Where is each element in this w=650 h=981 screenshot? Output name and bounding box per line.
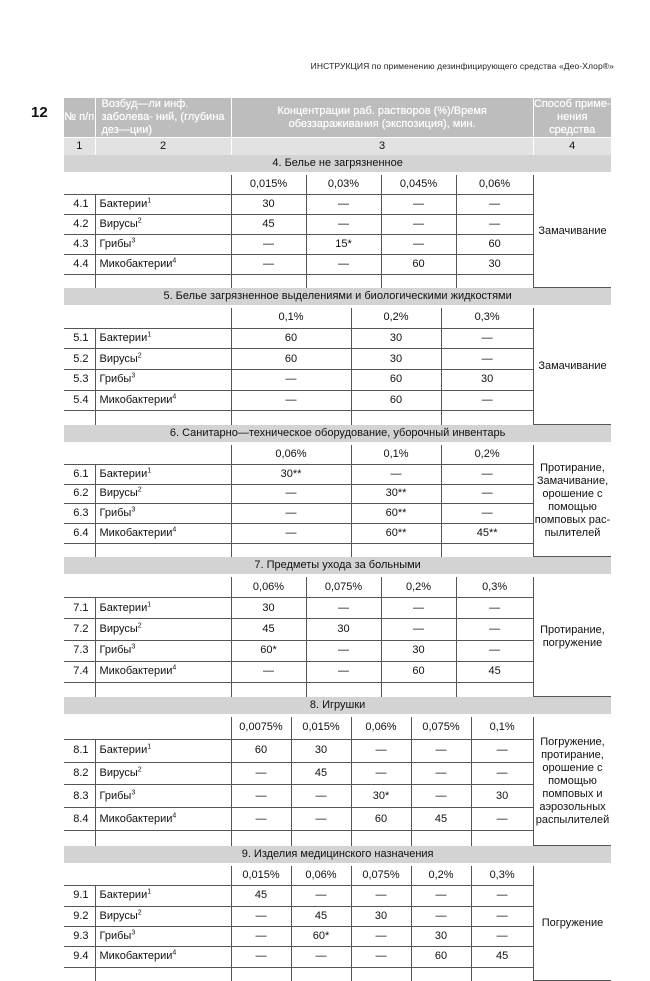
agent-label: Микобактерии (99, 257, 173, 270)
exposure-value: 30 (351, 906, 411, 926)
agent-name (95, 947, 231, 967)
row-number: 4.4 (64, 254, 95, 274)
exposure-value: — (456, 640, 533, 661)
exposure-value: 60 (411, 947, 471, 967)
agent-name (95, 661, 231, 682)
exposure-value: 60 (456, 234, 533, 254)
exposure-value: — (231, 906, 291, 926)
agent-label: Микобактерии (99, 812, 173, 825)
exposure-value: — (471, 926, 533, 946)
table-row (64, 739, 611, 762)
agent-footnote-mark: 4 (172, 811, 177, 819)
section-title-row (64, 846, 611, 864)
row-number: 6.1 (64, 464, 95, 484)
method-cell: Протирание, погружение (533, 577, 611, 697)
row-number: 9.3 (64, 926, 95, 946)
concentration-row (64, 717, 611, 739)
row-number: 6.4 (64, 524, 95, 544)
row-number: 9.1 (64, 886, 95, 906)
exposure-value: — (231, 661, 306, 682)
exposure-value: 60 (231, 739, 291, 762)
exposure-value: — (441, 464, 533, 484)
exposure-value: 45 (291, 906, 351, 926)
exposure-value: — (231, 234, 306, 254)
table-row (64, 214, 611, 234)
section-title: 9. Изделия медицинского назначения (64, 846, 611, 864)
concentration-label: 0,015% (231, 866, 291, 886)
table-row (64, 234, 611, 254)
agent-footnote-mark: 4 (172, 949, 177, 957)
agent-name (95, 214, 231, 234)
exposure-value: 45 (231, 619, 306, 640)
exposure-value: 45** (441, 524, 533, 544)
concentration-label: 0,2% (351, 308, 441, 328)
exposure-value: 30 (456, 254, 533, 274)
row-number: 7.2 (64, 619, 95, 640)
exposure-value: — (291, 785, 351, 808)
method-cell: Погружение (533, 866, 611, 981)
running-title: ИНСТРУКЦИЯ по применению дезинфицирующего средства «Део-Хлор®» (310, 61, 614, 71)
concentration-label: 0,045% (381, 175, 456, 194)
exposure-value: — (411, 906, 471, 926)
table-row (64, 254, 611, 274)
agent-label: Вирусы (99, 352, 138, 365)
exposure-value: 30 (381, 640, 456, 661)
exposure-value: — (231, 808, 291, 831)
exposure-value: 45 (231, 214, 306, 234)
agent-footnote-mark: 2 (137, 622, 142, 630)
exposure-value: — (381, 194, 456, 214)
exposure-value: 60* (231, 640, 306, 661)
exposure-value: — (381, 619, 456, 640)
section-blank-row (64, 543, 611, 556)
agent-footnote-mark: 1 (147, 743, 152, 751)
num-cell (64, 717, 95, 739)
agent-footnote-mark: 4 (172, 257, 177, 265)
agent-name (95, 739, 231, 762)
table-row (64, 504, 611, 524)
section-title: 7. Предметы ухода за больными (64, 557, 611, 575)
agent-cell (95, 717, 231, 739)
row-number: 5.4 (64, 390, 95, 411)
agent-footnote-mark: 1 (147, 331, 152, 339)
exposure-value: 45 (231, 886, 291, 906)
exposure-value: 60 (351, 369, 441, 390)
exposure-value: — (411, 886, 471, 906)
section-blank-row (64, 967, 611, 980)
concentration-label: 0,0075% (231, 717, 291, 739)
column-number: 4 (533, 138, 611, 156)
concentration-label: 0,2% (411, 866, 471, 886)
agent-name (95, 926, 231, 946)
agent-footnote-mark: 1 (147, 601, 152, 609)
method-cell: Протирание, Замачивание, орошение с помощью помповых рас- пылителей (533, 445, 611, 557)
agent-name (95, 328, 231, 349)
agent-name (95, 619, 231, 640)
agent-label: Вирусы (99, 909, 138, 922)
exposure-value: 60* (291, 926, 351, 946)
exposure-value: — (231, 524, 351, 544)
exposure-value: — (231, 785, 291, 808)
concentration-row (64, 175, 611, 194)
agent-footnote-mark: 4 (172, 664, 177, 672)
table-row (64, 661, 611, 682)
agent-footnote-mark: 3 (131, 789, 136, 797)
agent-name (95, 369, 231, 390)
concentration-row (64, 866, 611, 886)
exposure-value: — (306, 661, 381, 682)
row-number: 5.3 (64, 369, 95, 390)
section-title: 4. Белье не загрязненное (64, 155, 611, 172)
concentration-row (64, 577, 611, 598)
agent-name (95, 254, 231, 274)
page-number: 12 (31, 104, 48, 121)
exposure-value: — (441, 349, 533, 370)
concentration-label: 0,075% (306, 577, 381, 598)
agent-label: Вирусы (99, 766, 138, 779)
concentration-label: 0,1% (231, 308, 351, 328)
exposure-value: — (411, 739, 471, 762)
agent-footnote-mark: 2 (137, 217, 142, 225)
exposure-value: — (381, 214, 456, 234)
agent-footnote-mark: 2 (137, 766, 142, 774)
agent-name (95, 390, 231, 411)
exposure-value: 60 (381, 661, 456, 682)
exposure-value: 45 (456, 661, 533, 682)
section-title-row (64, 557, 611, 575)
exposure-value: — (231, 762, 291, 785)
agent-label: Микобактерии (99, 665, 173, 678)
exposure-value: — (291, 808, 351, 831)
exposure-value: — (231, 390, 351, 411)
table-row (64, 598, 611, 619)
agent-cell (95, 308, 231, 328)
table-row (64, 619, 611, 640)
exposure-value: — (306, 254, 381, 274)
exposure-value: — (456, 619, 533, 640)
exposure-value: 30 (411, 926, 471, 946)
agent-label: Бактерии (99, 331, 148, 344)
exposure-value: 45 (411, 808, 471, 831)
section-title-row (64, 288, 611, 306)
agent-footnote-mark: 3 (131, 372, 136, 380)
agent-name (95, 886, 231, 906)
column-header-num: № п/п (64, 98, 95, 138)
agent-label: Грибы (99, 373, 132, 386)
exposure-value: 15* (306, 234, 381, 254)
concentration-label: 0,075% (351, 866, 411, 886)
column-number: 1 (64, 138, 95, 156)
agent-label: Грибы (99, 644, 132, 657)
exposure-value: 30 (291, 739, 351, 762)
exposure-value: 30 (471, 785, 533, 808)
exposure-value: 60 (381, 254, 456, 274)
exposure-value: — (471, 906, 533, 926)
num-cell (64, 175, 95, 194)
table-row (64, 369, 611, 390)
agent-label: Грибы (99, 789, 132, 802)
concentration-row (64, 445, 611, 464)
row-number: 7.3 (64, 640, 95, 661)
exposure-value: — (381, 598, 456, 619)
exposure-value: 45 (291, 762, 351, 785)
row-number: 8.4 (64, 808, 95, 831)
exposure-value: 30** (231, 464, 351, 484)
agent-footnote-mark: 1 (147, 197, 152, 205)
exposure-value: 30** (351, 484, 441, 504)
table-row (64, 640, 611, 661)
method-cell: Замачивание (533, 308, 611, 425)
exposure-value: 60** (351, 524, 441, 544)
agent-footnote-mark: 2 (137, 351, 142, 359)
exposure-value: — (441, 328, 533, 349)
exposure-value: — (231, 369, 351, 390)
exposure-value: — (471, 886, 533, 906)
column-number: 2 (95, 138, 231, 156)
section-title-row (64, 425, 611, 443)
disinfection-table (64, 98, 612, 981)
exposure-value: 30* (351, 785, 411, 808)
exposure-value: 60 (351, 390, 441, 411)
section-blank-row (64, 830, 611, 845)
agent-footnote-mark: 3 (131, 643, 136, 651)
exposure-value: — (231, 504, 351, 524)
table-row (64, 349, 611, 370)
table-row (64, 886, 611, 906)
exposure-value: 30 (306, 619, 381, 640)
row-number: 6.2 (64, 484, 95, 504)
row-number: 7.4 (64, 661, 95, 682)
agent-footnote-mark: 3 (131, 237, 136, 245)
section-title-row (64, 155, 611, 172)
section-title-row (64, 697, 611, 715)
row-number: 4.3 (64, 234, 95, 254)
agent-footnote-mark: 4 (172, 526, 177, 534)
agent-footnote-mark: 1 (147, 467, 152, 474)
concentration-label: 0,2% (381, 577, 456, 598)
row-number: 8.3 (64, 785, 95, 808)
exposure-value: — (351, 464, 441, 484)
table-row (64, 484, 611, 504)
agent-name (95, 762, 231, 785)
agent-cell (95, 577, 231, 598)
row-number: 6.3 (64, 504, 95, 524)
exposure-value: — (351, 762, 411, 785)
concentration-label: 0,1% (351, 445, 441, 464)
exposure-value: — (291, 947, 351, 967)
agent-label: Вирусы (99, 487, 138, 500)
agent-label: Бактерии (99, 467, 148, 480)
row-number: 5.1 (64, 328, 95, 349)
exposure-value: 60 (231, 328, 351, 349)
table-row (64, 947, 611, 967)
exposure-value: — (306, 194, 381, 214)
num-cell (64, 577, 95, 598)
row-number: 4.1 (64, 194, 95, 214)
section-blank-row (64, 274, 611, 287)
concentration-label: 0,3% (471, 866, 533, 886)
column-number-row (64, 138, 611, 156)
agent-label: Вирусы (99, 217, 138, 230)
agent-name (95, 640, 231, 661)
agent-name (95, 194, 231, 214)
concentration-row (64, 308, 611, 328)
exposure-value: 30 (231, 194, 306, 214)
exposure-value: — (411, 785, 471, 808)
agent-label: Грибы (99, 237, 132, 250)
agent-label: Грибы (99, 930, 132, 943)
exposure-value: — (411, 762, 471, 785)
table-row (64, 524, 611, 544)
agent-name (95, 234, 231, 254)
agent-footnote-mark: 3 (131, 929, 136, 937)
concentration-label: 0,015% (291, 717, 351, 739)
exposure-value: 60** (351, 504, 441, 524)
agent-label: Грибы (99, 507, 132, 520)
exposure-value: — (291, 886, 351, 906)
concentration-label: 0,06% (351, 717, 411, 739)
agent-cell (95, 175, 231, 194)
exposure-value: — (306, 214, 381, 234)
column-header-agent: Возбуд—ли инф. заболева- ний, (глубина дез—ции) (95, 98, 231, 138)
concentration-label: 0,06% (231, 445, 351, 464)
table-row (64, 762, 611, 785)
exposure-value: — (456, 194, 533, 214)
table-row (64, 926, 611, 946)
agent-label: Бактерии (99, 744, 148, 757)
exposure-value: — (381, 234, 456, 254)
section-blank-row (64, 683, 611, 697)
exposure-value: — (351, 926, 411, 946)
table-row (64, 194, 611, 214)
agent-label: Микобактерии (99, 527, 173, 540)
concentration-label: 0,3% (441, 308, 533, 328)
agent-name (95, 464, 231, 484)
column-header-method: Способ приме- нения средства (533, 98, 611, 136)
agent-footnote-mark: 2 (137, 486, 142, 494)
agent-name (95, 484, 231, 504)
agent-name (95, 504, 231, 524)
column-header-concentration: Концентрации раб. растворов (%)/Время обеззараживания (экспозиция), мин. (231, 98, 533, 138)
table-row (64, 328, 611, 349)
exposure-value: — (441, 504, 533, 524)
exposure-value: — (231, 947, 291, 967)
agent-cell (95, 445, 231, 464)
exposure-value: — (471, 762, 533, 785)
concentration-label: 0,06% (456, 175, 533, 194)
concentration-label: 0,3% (456, 577, 533, 598)
exposure-value: — (231, 254, 306, 274)
exposure-value: — (351, 739, 411, 762)
agent-label: Микобактерии (99, 950, 173, 963)
concentration-label: 0,06% (291, 866, 351, 886)
agent-label: Микобактерии (99, 393, 173, 406)
concentration-label: 0,06% (231, 577, 306, 598)
exposure-value: — (441, 390, 533, 411)
num-cell (64, 445, 95, 464)
exposure-value: — (351, 947, 411, 967)
exposure-value: 45 (471, 947, 533, 967)
agent-name (95, 808, 231, 831)
row-number: 8.1 (64, 739, 95, 762)
section-blank-row (64, 411, 611, 425)
column-number: 3 (231, 138, 533, 156)
table-row (64, 906, 611, 926)
concentration-label: 0,015% (231, 175, 306, 194)
exposure-value: — (471, 808, 533, 831)
row-number: 4.2 (64, 214, 95, 234)
agent-name (95, 598, 231, 619)
concentration-label: 0,2% (441, 445, 533, 464)
agent-footnote-mark: 1 (147, 888, 152, 896)
exposure-value: 60 (351, 808, 411, 831)
table-header-row (64, 98, 611, 138)
exposure-value: 60 (231, 349, 351, 370)
agent-name (95, 524, 231, 544)
concentration-label: 0,075% (411, 717, 471, 739)
exposure-value: — (306, 640, 381, 661)
agent-footnote-mark: 2 (137, 909, 142, 917)
exposure-value: — (456, 598, 533, 619)
row-number: 9.2 (64, 906, 95, 926)
concentration-label: 0,03% (306, 175, 381, 194)
exposure-value: — (351, 886, 411, 906)
agent-footnote-mark: 3 (131, 506, 136, 514)
table-row (64, 464, 611, 484)
table-row (64, 808, 611, 831)
agent-label: Бактерии (99, 197, 148, 210)
row-number: 9.4 (64, 947, 95, 967)
table-row (64, 785, 611, 808)
agent-name (95, 906, 231, 926)
agent-name (95, 785, 231, 808)
exposure-value: 30 (351, 349, 441, 370)
num-cell (64, 308, 95, 328)
agent-cell (95, 866, 231, 886)
row-number: 8.2 (64, 762, 95, 785)
concentration-label: 0,1% (471, 717, 533, 739)
exposure-value: — (471, 739, 533, 762)
exposure-value: — (306, 598, 381, 619)
row-number: 7.1 (64, 598, 95, 619)
method-cell: Погружение, протирание, орошение с помощью помповых и аэрозольных распылителей (533, 717, 611, 846)
agent-footnote-mark: 4 (172, 393, 177, 401)
row-number: 5.2 (64, 349, 95, 370)
agent-label: Вирусы (99, 622, 138, 635)
exposure-value: — (456, 214, 533, 234)
exposure-value: — (231, 926, 291, 946)
section-title: 6. Санитарно—техническое оборудование, уборочный инвентарь (64, 425, 611, 443)
exposure-value: 30 (231, 598, 306, 619)
exposure-value: — (231, 484, 351, 504)
agent-label: Бактерии (99, 889, 148, 902)
agent-name (95, 349, 231, 370)
section-title: 5. Белье загрязненное выделениями и биологическими жидкостями (64, 288, 611, 306)
exposure-value: 30 (351, 328, 441, 349)
section-title: 8. Игрушки (64, 697, 611, 715)
exposure-value: — (441, 484, 533, 504)
method-cell: Замачивание (533, 175, 611, 288)
exposure-value: 30 (441, 369, 533, 390)
num-cell (64, 866, 95, 886)
agent-label: Бактерии (99, 601, 148, 614)
table-row (64, 390, 611, 411)
